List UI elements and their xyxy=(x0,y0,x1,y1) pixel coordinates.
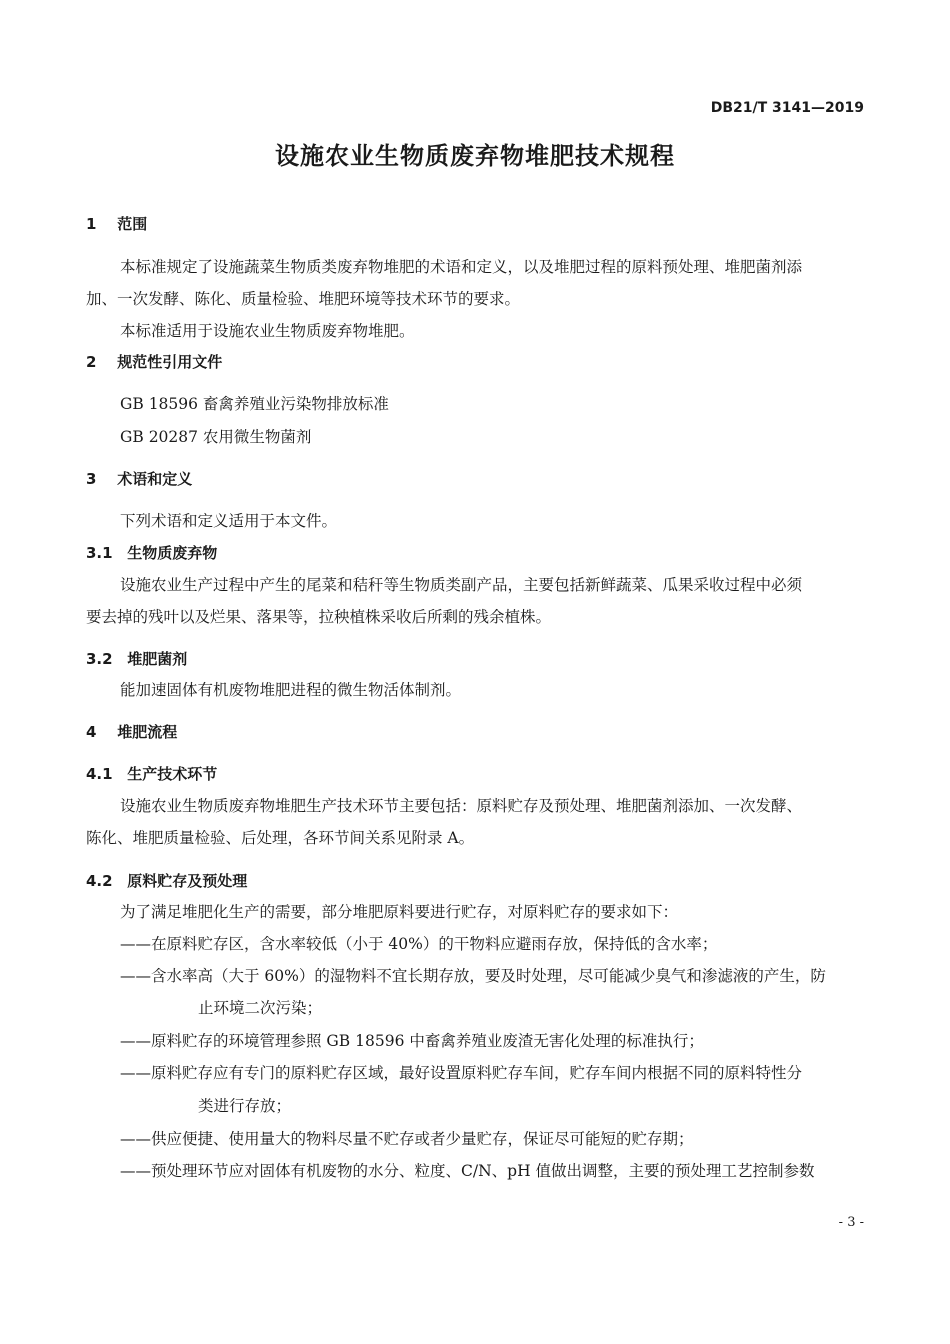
subsection-title: 生物质废弃物 xyxy=(127,544,218,562)
paragraph: 能加速固体有机废物堆肥进程的微生物活体制剂。 xyxy=(120,681,462,699)
paragraph: 为了满足堆肥化生产的需要，部分堆肥原料要进行贮存，对原料贮存的要求如下： xyxy=(120,903,679,921)
document-title: 设施农业生物质废弃物堆肥技术规程 xyxy=(275,142,675,170)
paragraph: 下列术语和定义适用于本文件。 xyxy=(120,512,338,530)
subsection-title: 堆肥菌剂 xyxy=(127,650,188,668)
section-2-heading xyxy=(86,352,866,372)
section-title: 规范性引用文件 xyxy=(117,353,223,371)
subsection-number: 3.2 xyxy=(86,650,113,668)
subsection-4-1-heading xyxy=(86,764,866,784)
reference-item: GB 20287 农用微生物菌剂 xyxy=(120,428,312,446)
paragraph-continuation: 陈化、堆肥质量检验、后处理，各环节间关系见附录 A。 xyxy=(86,829,475,847)
section-title: 术语和定义 xyxy=(117,470,193,488)
section-title: 堆肥流程 xyxy=(117,723,178,741)
section-number: 4 xyxy=(86,723,97,741)
list-item: ——在原料贮存区，含水率较低（小于 40%）的干物料应避雨存放，保持低的含水率； xyxy=(120,935,718,953)
subsection-number: 4.1 xyxy=(86,765,113,783)
section-number: 3 xyxy=(86,470,97,488)
paragraph: 本标准规定了设施蔬菜生物质类废弃物堆肥的术语和定义，以及堆肥过程的原料预处理、堆肥菌剂添 xyxy=(120,258,803,276)
paragraph-continuation: 加、一次发酵、陈化、质量检验、堆肥环境等技术环节的要求。 xyxy=(86,290,521,308)
subsection-number: 3.1 xyxy=(86,544,113,562)
paragraph-continuation: 要去掉的残叶以及烂果、落果等，拉秧植株采收后所剩的残余植株。 xyxy=(86,608,552,626)
list-item: ——原料贮存的环境管理参照 GB 18596 中畜禽养殖业废渣无害化处理的标准执行； xyxy=(120,1032,704,1050)
list-item: ——供应便捷、使用量大的物料尽量不贮存或者少量贮存，保证尽可能短的贮存期； xyxy=(120,1130,694,1148)
subsection-3-2-heading xyxy=(86,649,866,669)
list-item: ——原料贮存应有专门的原料贮存区域，最好设置原料贮存车间，贮存车间内根据不同的原料特性分 xyxy=(120,1064,803,1082)
paragraph: 设施农业生产过程中产生的尾菜和秸秆等生物质类副产品，主要包括新鲜蔬菜、瓜果采收过程中必须 xyxy=(120,576,803,594)
section-1-heading xyxy=(86,214,866,234)
page-number: - 3 - xyxy=(838,1215,864,1230)
paragraph: 设施农业生物质废弃物堆肥生产技术环节主要包括：原料贮存及预处理、堆肥菌剂添加、一次发酵、 xyxy=(120,797,803,815)
paragraph: 本标准适用于设施农业生物质废弃物堆肥。 xyxy=(120,322,415,340)
subsection-3-1-heading xyxy=(86,543,866,563)
section-title: 范围 xyxy=(117,215,148,233)
list-item: ——含水率高（大于 60%）的湿物料不宜长期存放，要及时处理，尽可能减少臭气和渗滤液的产生，防 xyxy=(120,967,826,985)
subsection-title: 生产技术环节 xyxy=(127,765,218,783)
list-item-continuation: 类进行存放； xyxy=(198,1097,292,1115)
list-item: ——预处理环节应对固体有机废物的水分、粒度、C/N、pH 值做出调整，主要的预处理工艺控制参数 xyxy=(120,1162,815,1180)
section-3-heading xyxy=(86,469,866,489)
section-number: 1 xyxy=(86,215,97,233)
section-4-heading xyxy=(86,722,866,742)
subsection-4-2-heading xyxy=(86,871,866,891)
document-number: DB21/T 3141—2019 xyxy=(710,100,864,116)
section-number: 2 xyxy=(86,353,97,371)
subsection-number: 4.2 xyxy=(86,872,113,890)
reference-item: GB 18596 畜禽养殖业污染物排放标准 xyxy=(120,395,389,413)
list-item-continuation: 止环境二次污染； xyxy=(198,999,323,1017)
subsection-title: 原料贮存及预处理 xyxy=(127,872,248,890)
